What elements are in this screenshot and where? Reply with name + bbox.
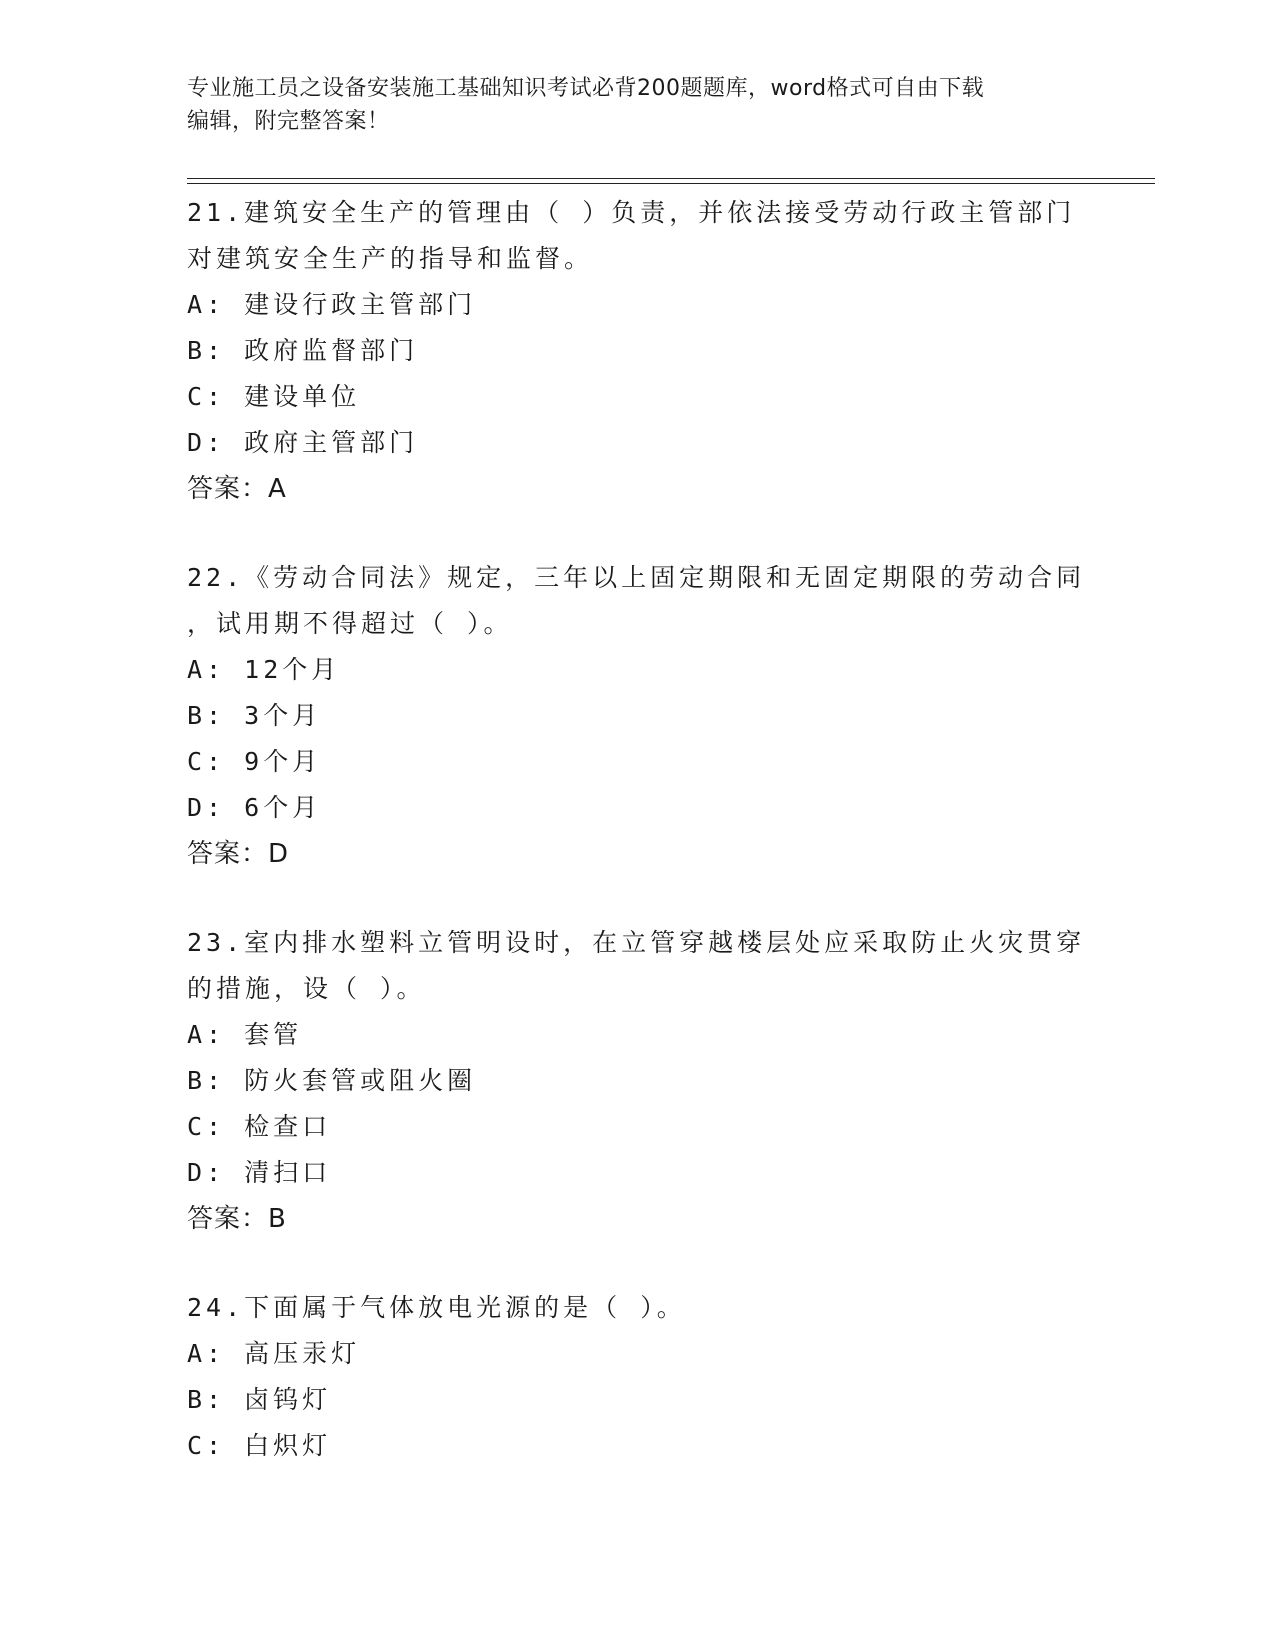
option-b: B: 防火套管或阻火圈 [187, 1066, 477, 1095]
option-c: C: 建设单位 [187, 382, 361, 411]
option-a: A: 建设行政主管部门 [187, 290, 477, 319]
header-title-line-1: 专业施工员之设备安装施工基础知识考试必背200题题库，word格式可自由下载 [187, 76, 985, 101]
question-23 [187, 920, 1087, 1242]
question-text: 对建筑安全生产的指导和监督。 [187, 244, 594, 273]
question-text: 24.下面属于气体放电光源的是（ ）。 [187, 1293, 686, 1322]
option-c: C: 白炽灯 [187, 1431, 332, 1460]
option-b: B: 3个月 [187, 701, 322, 730]
option-d: D: 清扫口 [187, 1158, 332, 1187]
answer-label: 答案：B [187, 1204, 287, 1234]
option-c: C: 检查口 [187, 1112, 332, 1141]
header-divider-bottom [187, 183, 1155, 184]
question-list [187, 190, 1087, 1512]
question-text: 21.建筑安全生产的管理由（ ）负责，并依法接受劳动行政主管部门 [187, 198, 1076, 227]
question-text: 的措施，设（ ）。 [187, 974, 426, 1003]
option-d: D: 6个月 [187, 793, 322, 822]
option-a: A: 套管 [187, 1020, 303, 1049]
option-b: B: 政府监督部门 [187, 336, 419, 365]
question-22 [187, 555, 1087, 877]
header-divider-top [187, 178, 1155, 179]
document-header [187, 72, 1087, 138]
header-title-line-2: 编辑，附完整答案！ [187, 109, 390, 134]
option-b: B: 卤钨灯 [187, 1385, 332, 1414]
answer-label: 答案：D [187, 839, 290, 869]
answer-label: 答案：A [187, 474, 287, 504]
question-text: 23.室内排水塑料立管明设时，在立管穿越楼层处应采取防止火灾贯穿 [187, 928, 1086, 957]
option-d: D: 政府主管部门 [187, 428, 419, 457]
option-c: C: 9个月 [187, 747, 322, 776]
question-21 [187, 190, 1087, 512]
question-text: ，试用期不得超过（ ）。 [187, 609, 513, 638]
question-24 [187, 1285, 1087, 1469]
option-a: A: 12个月 [187, 655, 341, 684]
option-a: A: 高压汞灯 [187, 1339, 361, 1368]
question-text: 22.《劳动合同法》规定，三年以上固定期限和无固定期限的劳动合同 [187, 563, 1086, 592]
